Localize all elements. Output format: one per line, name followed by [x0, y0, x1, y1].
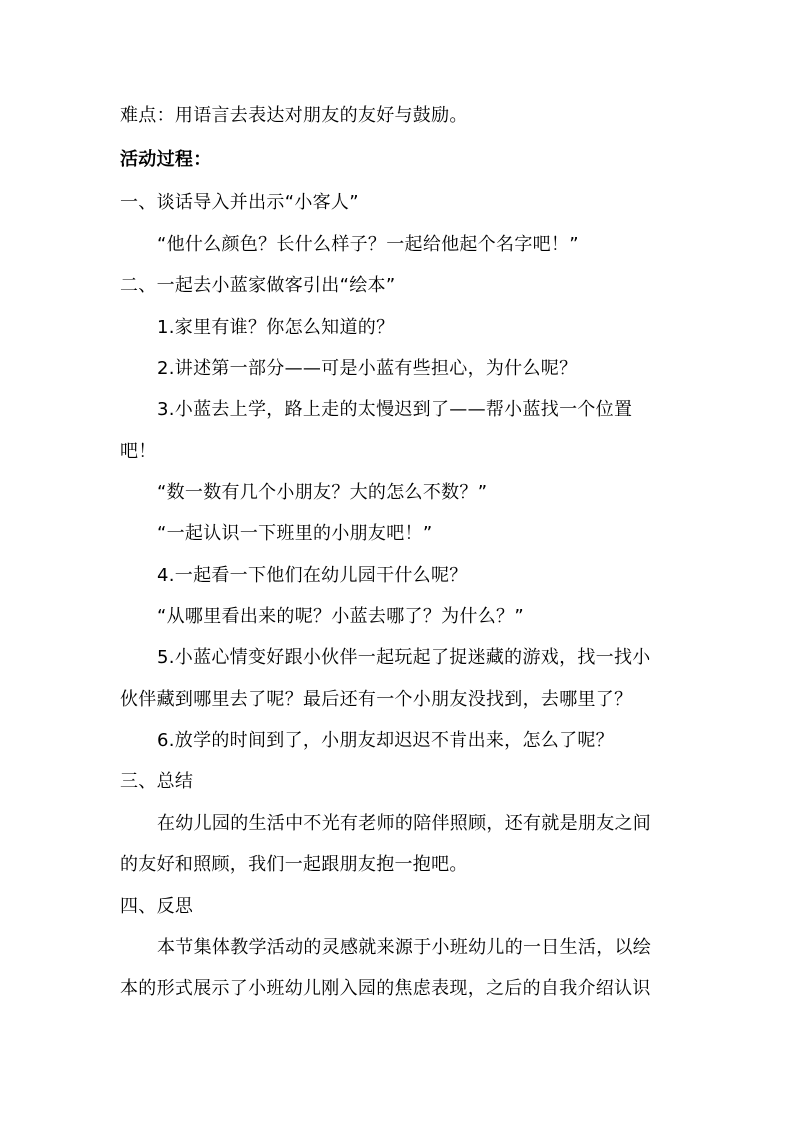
section-four-heading: 四、反思 [120, 896, 194, 917]
activity-process-heading: 活动过程： [120, 149, 212, 170]
summary-line: 在幼儿园的生活中不光有老师的陪伴照顾，还有就是朋友之间 [157, 813, 652, 834]
list-item-1: 1.家里有谁？你怎么知道的？ [157, 317, 395, 338]
list-item-3: 3.小蓝去上学，路上走的太慢迟到了——帮小蓝找一个位置 [157, 399, 633, 420]
list-item-4: 4.一起看一下他们在幼儿园干什么呢？ [157, 565, 468, 586]
reflection-line: 本节集体教学活动的灵感就来源于小班幼儿的一日生活，以绘 [157, 937, 652, 958]
section-two-heading: 二、一起去小蓝家做客引出“绘本” [120, 275, 396, 296]
quote-line: “数一数有几个小朋友？大的怎么不数？” [157, 482, 488, 503]
list-item-6: 6.放学的时间到了，小朋友却迟迟不肯出来，怎么了呢？ [157, 730, 614, 751]
section-one-heading: 一、谈话导入并出示“小客人” [120, 192, 359, 213]
quote-line: “一起认识一下班里的小朋友吧！” [157, 523, 433, 544]
reflection-line-continued: 本的形式展示了小班幼儿刚入园的焦虑表现，之后的自我介绍认识 [120, 978, 651, 999]
summary-line-continued: 的友好和照顾，我们一起跟朋友抱一抱吧。 [120, 854, 468, 875]
difficulty-line: 难点：用语言去表达对朋友的友好与鼓励。 [120, 105, 468, 126]
list-item-5: 5.小蓝心情变好跟小伙伴一起玩起了捉迷藏的游戏，找一找小 [157, 647, 651, 668]
section-three-heading: 三、总结 [120, 771, 194, 792]
paragraph-line: “他什么颜色？长什么样子？一起给他起个名字吧！” [157, 234, 579, 255]
list-item-3-continued: 吧！ [120, 441, 157, 462]
list-item-2: 2.讲述第一部分——可是小蓝有些担心，为什么呢？ [157, 358, 578, 379]
quote-line: “从哪里看出来的呢？小蓝去哪了？为什么？” [157, 606, 524, 627]
list-item-5-continued: 伙伴藏到哪里去了呢？最后还有一个小朋友没找到，去哪里了？ [120, 689, 633, 710]
